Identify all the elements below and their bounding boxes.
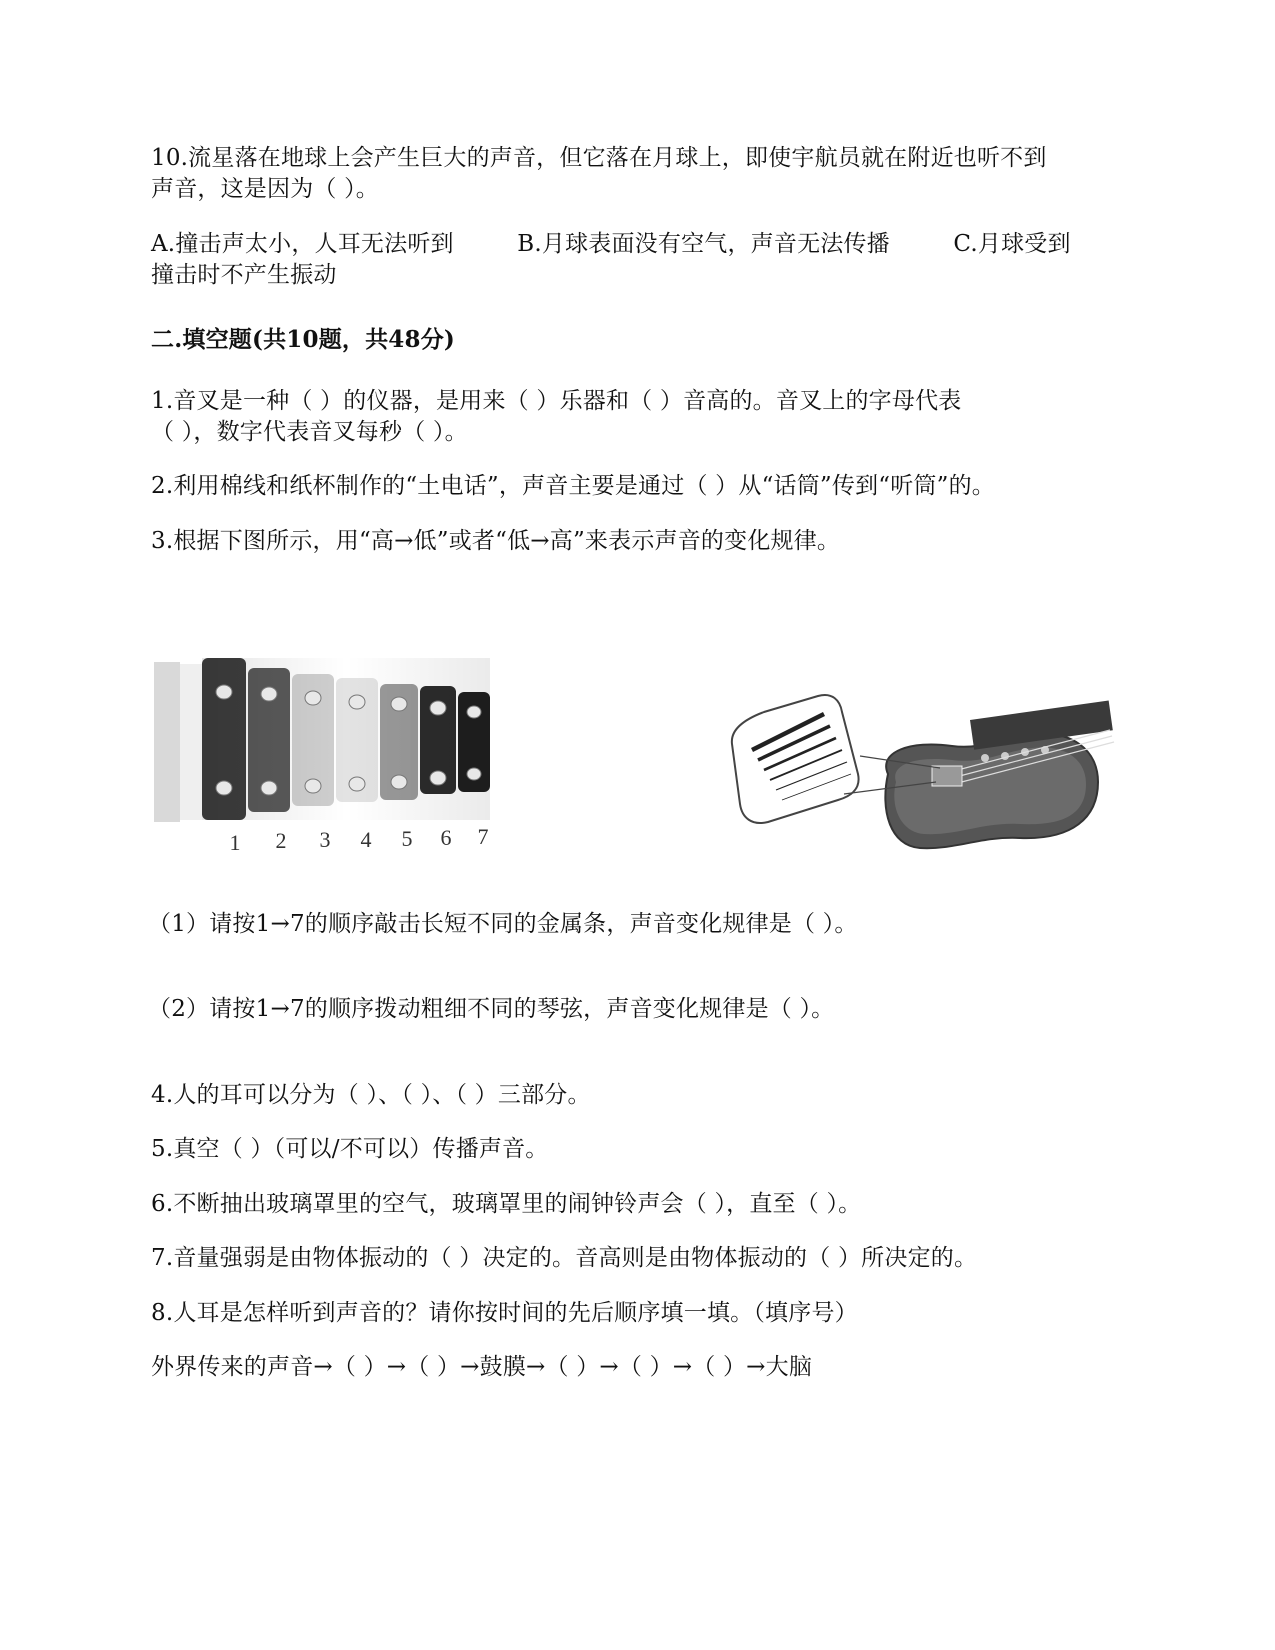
q10-option-b: B.月球表面没有空气，声音无法传播 <box>517 231 890 257</box>
bar-number-6: 6 <box>440 825 452 850</box>
fill-q8-chain: 外界传来的声音→（ ）→（ ）→鼓膜→（ ）→（ ）→（ ）→大脑 <box>151 1354 813 1380</box>
bar-number-5: 5 <box>401 826 413 851</box>
fill-q7: 7.音量强弱是由物体振动的（ ）决定的。音高则是由物体振动的（ ）所决定的。 <box>151 1245 978 1271</box>
fill-q3: 3.根据下图所示，用“高→低”或者“低→高”来表示声音的变化规律。 <box>151 528 841 554</box>
fill-q3-sub1: （1）请按1→7的顺序敲击长短不同的金属条，声音变化规律是（ ）。 <box>148 911 858 937</box>
bar-number-1: 1 <box>229 830 241 855</box>
guitar-body <box>885 701 1114 849</box>
fill-q1-line2: （ ），数字代表音叉每秒（ ）。 <box>151 419 468 445</box>
q10-stem-line2: 声音，这是因为（ ）。 <box>151 176 380 202</box>
q10-option-c: C.月球受到 <box>953 231 1071 257</box>
bar-number-7: 7 <box>477 824 489 849</box>
bar-number-2: 2 <box>275 828 287 853</box>
bar-number-labels <box>230 824 489 855</box>
guitar-bridge <box>932 766 962 786</box>
xylophone-frame <box>154 662 180 822</box>
q10-stem-line1: 10.流星落在地球上会产生巨大的声音，但它落在月球上，即使宇航员就在附近也听不到 <box>151 145 1047 171</box>
fill-q4: 4.人的耳可以分为（ ）、（ ）、（ ）三部分。 <box>151 1082 591 1108</box>
xylophone-bars <box>202 658 490 820</box>
section-title: 二.填空题(共10题，共48分) <box>151 326 455 353</box>
fill-q6: 6.不断抽出玻璃罩里的空气，玻璃罩里的闹钟铃声会（ ），直至（ ）。 <box>151 1191 862 1217</box>
bar-number-4: 4 <box>360 827 372 852</box>
fill-q5: 5.真空（ ）（可以/不可以）传播声音。 <box>151 1136 549 1162</box>
guitar-figure <box>720 690 1120 880</box>
q10-option-c-continued: 撞击时不产生振动 <box>151 262 337 288</box>
fill-q1-line1: 1.音叉是一种（ ）的仪器，是用来（ ）乐器和（ ）音高的。音叉上的字母代表 <box>151 388 962 414</box>
xylophone-figure <box>150 650 520 870</box>
xylophone-frame-side <box>180 664 202 820</box>
fill-q8: 8.人耳是怎样听到声音的？请你按时间的先后顺序填一填。（填序号） <box>151 1300 858 1326</box>
q10-option-a: A.撞击声太小，人耳无法听到 <box>151 231 454 257</box>
bar-number-3: 3 <box>319 827 331 852</box>
q10-options-row <box>151 228 1071 261</box>
fill-q2: 2.利用棉线和纸杯制作的“土电话”，声音主要是通过（ ）从“话筒”传到“听筒”的。 <box>151 473 996 499</box>
fill-q3-sub2: （2）请按1→7的顺序拨动粗细不同的琴弦，声音变化规律是（ ）。 <box>148 996 835 1022</box>
